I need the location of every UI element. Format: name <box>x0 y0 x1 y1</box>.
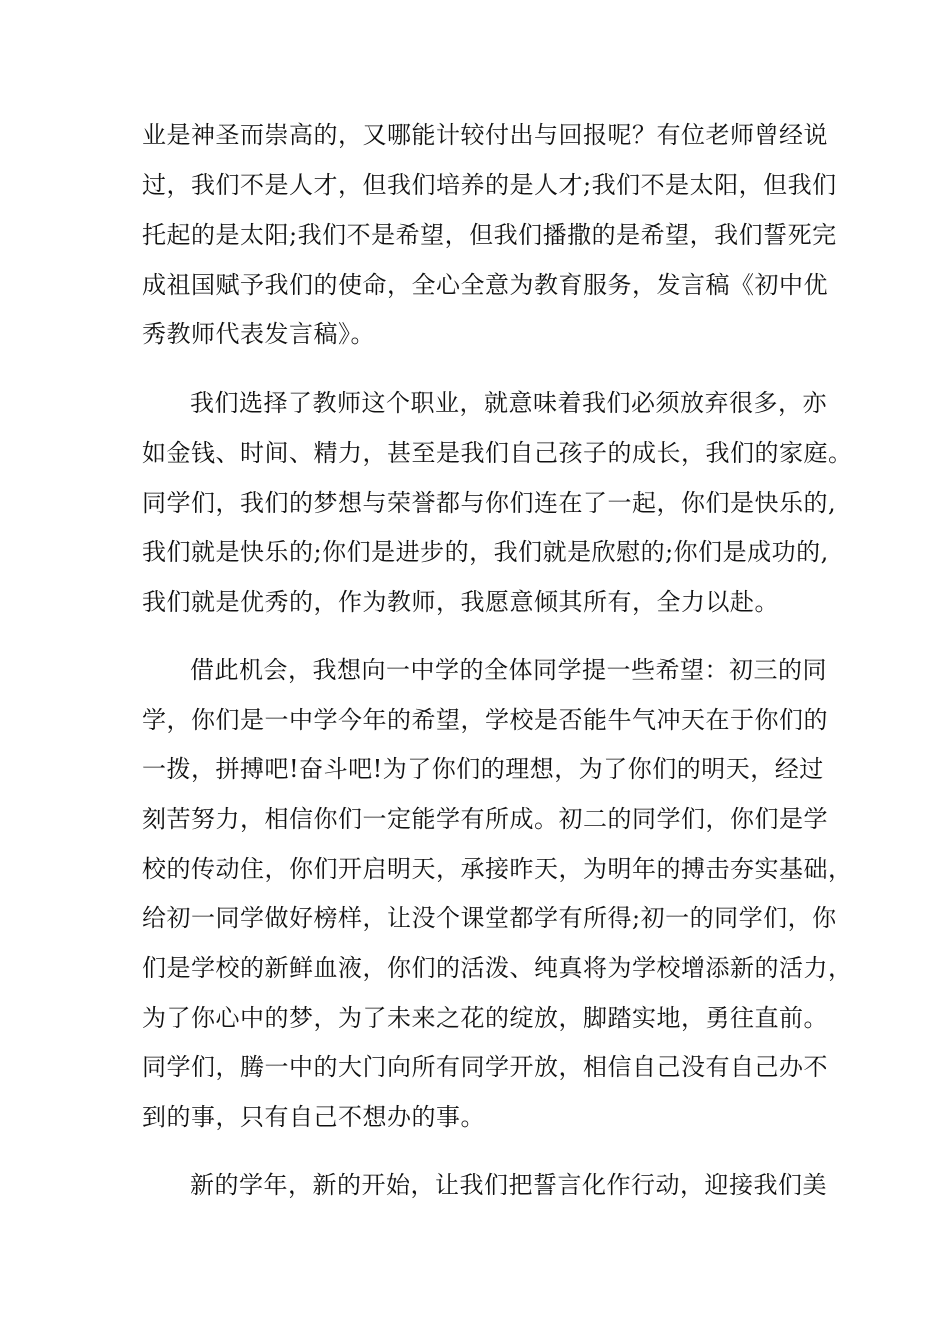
paragraph-3-line-8: 为了你心中的梦，为了未来之花的绽放，脚踏实地，勇往直前。 <box>142 1004 828 1032</box>
paragraph-2-line-1: 我们选择了教师这个职业，就意味着我们必须放弃很多，亦 <box>190 389 827 417</box>
paragraph-1-line-4: 成祖国赋予我们的使命，全心全意为教育服务，发言稿《初中优 <box>142 271 828 299</box>
paragraph-2-line-3: 同学们，我们的梦想与荣誉都与你们连在了一起，你们是快乐的, <box>142 489 837 517</box>
paragraph-3-line-7: 们是学校的新鲜血液，你们的活泼、纯真将为学校增添新的活力， <box>142 954 853 982</box>
paragraph-3-line-10: 到的事，只有自己不想办的事。 <box>142 1103 485 1131</box>
paragraph-1-line-3: 托起的是太阳;我们不是希望，但我们播撒的是希望，我们誓死完 <box>142 221 837 249</box>
paragraph-3-line-1: 借此机会，我想向一中学的全体同学提一些希望：初三的同 <box>190 656 827 684</box>
paragraph-2-line-4: 我们就是快乐的;你们是进步的，我们就是欣慰的;你们是成功的, <box>142 538 829 566</box>
paragraph-1-line-5: 秀教师代表发言稿》。 <box>142 320 375 348</box>
paragraph-1-line-2: 过，我们不是人才，但我们培养的是人才;我们不是太阳，但我们 <box>142 171 837 199</box>
paragraph-3-line-6: 给初一同学做好榜样，让没个课堂都学有所得;初一的同学们，你 <box>142 904 837 932</box>
paragraph-3-line-2: 学，你们是一中学今年的希望，学校是否能牛气冲天在于你们的 <box>142 706 828 734</box>
paragraph-3-line-5: 校的传动住，你们开启明天，承接昨天，为明年的搏击夯实基础， <box>142 855 853 883</box>
paragraph-3-line-9: 同学们，腾一中的大门向所有同学开放，相信自己没有自己办不 <box>142 1053 828 1081</box>
paragraph-4-line-1: 新的学年，新的开始，让我们把誓言化作行动，迎接我们美 <box>190 1171 827 1199</box>
paragraph-3-line-3: 一拨，拼搏吧!奋斗吧!为了你们的理想，为了你们的明天，经过 <box>142 755 824 783</box>
paragraph-2-line-2: 如金钱、时间、精力，甚至是我们自己孩子的成长，我们的家庭。 <box>142 439 853 467</box>
paragraph-1-line-1: 业是神圣而崇高的，又哪能计较付出与回报呢？有位老师曾经说 <box>142 121 828 149</box>
paragraph-3-line-4: 刻苦努力，相信你们一定能学有所成。初二的同学们，你们是学 <box>142 805 828 833</box>
paragraph-2-line-5: 我们就是优秀的，作为教师，我愿意倾其所有，全力以赴。 <box>142 588 779 616</box>
